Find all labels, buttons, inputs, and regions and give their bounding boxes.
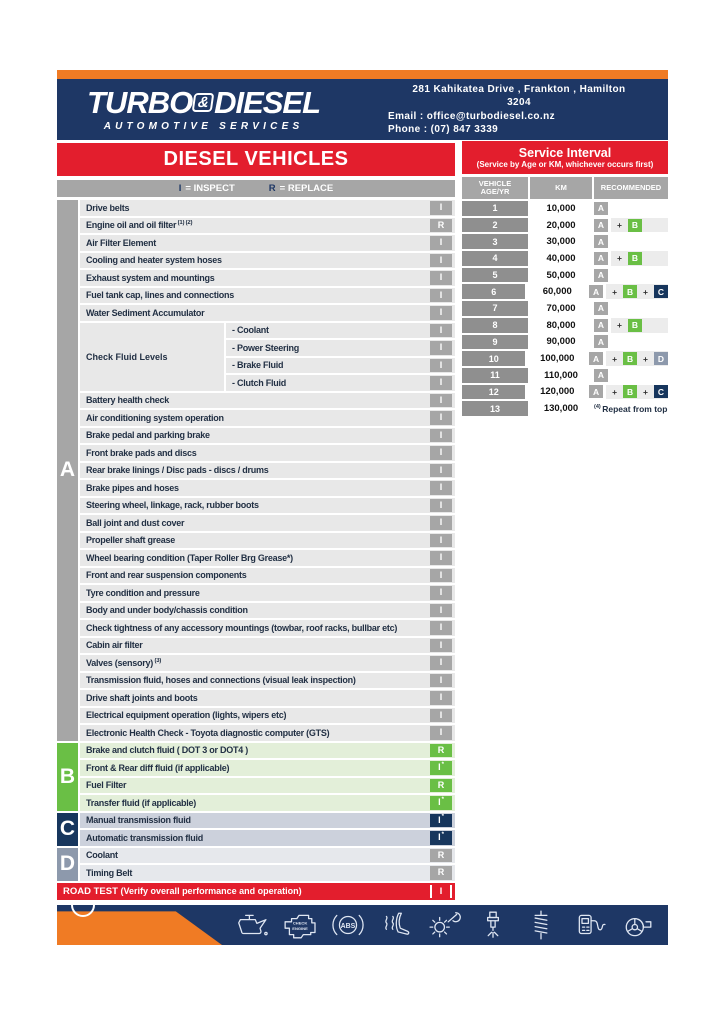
inspect-replace-badge: I [430,691,452,705]
road-test-subtitle: (Verify overall performance and operation) [120,885,302,896]
checklist-row [80,848,455,864]
service-interval-column-headers [462,177,668,199]
row-label: Engine oil and oil filter $^{(1) (2)}$ [86,220,193,231]
row-label: Front & Rear diff fluid (if applicable) [86,762,230,773]
service-a-badge: A [594,235,608,248]
checklist-row [80,480,455,496]
road-test-title: ROAD TEST [63,885,118,897]
footer-icons [229,905,660,945]
row-label: Wheel bearing condition (Taper Roller Brg Grease*) [86,552,293,563]
row-label: - Power Steering [232,342,300,353]
inspect-replace-badge: R [430,219,452,233]
service-c-badge: C [654,385,668,398]
service-a-badge: A [594,335,608,348]
row-label: Ball joint and dust cover [86,517,185,528]
inspect-replace-badge: I [430,516,452,530]
legend-item [269,183,333,194]
row-label: Drive shaft joints and boots [86,692,198,703]
interval-row [462,385,668,400]
inspect-replace-badge: I [430,271,452,285]
plus-sign: + [612,386,618,397]
row-label: Check tightness of any accessory mountings (towbar, roof racks, bullbar etc) [86,622,398,633]
interval-row [462,335,668,350]
recommended-strip [606,351,668,366]
section-marker-a: A [57,200,78,741]
service-interval-panel [462,141,668,418]
contact-phone: Phone : (07) 847 3339 [388,123,499,135]
recommended-cell [594,368,668,383]
interval-row [462,218,668,233]
checklist-row [80,393,455,409]
service-d-badge: D [654,352,668,365]
inspect-replace-badge: R [430,744,452,758]
plus-sign: + [643,286,648,297]
inspect-replace-badge: I [430,306,452,320]
inspect-replace-badge: I [430,726,452,740]
abs-icon [326,908,370,942]
column-header-km: KM [530,177,592,199]
interval-row [462,368,668,383]
inspect-replace-badge: I [430,376,452,390]
row-label: Brake and clutch fluid ( DOT 3 or DOT4 ) [86,745,249,756]
interval-row [462,234,668,249]
inspect-replace-badge: I [430,674,452,688]
inspect-replace-badge: I [430,254,452,268]
inspect-replace-badge: I [430,639,452,653]
check-engine-icon [277,908,321,942]
legend-symbol: R [268,183,276,194]
checklist-row [80,288,455,304]
vehicle-age-cell: 12 [462,385,525,400]
checklist-row [80,550,455,566]
inspect-replace-badge: I [430,394,452,408]
checklist-table [57,200,455,883]
km-cell: 70,000 [530,301,592,316]
logo-subtitle: AUTOMOTIVE SERVICES [103,121,304,132]
row-label: Timing Belt [86,867,133,878]
recommended-cell [594,218,668,233]
row-label: Tyre condition and pressure [86,587,200,598]
inspect-replace-badge: I [430,411,452,425]
checklist-row [80,498,455,514]
row-label: Brake pipes and hoses [86,482,179,493]
checklist-row [80,620,455,636]
heated-seat-icon [374,908,418,942]
checklist-row [80,218,455,234]
inspect-replace-badge: I [430,621,452,635]
inspect-replace-badge: I * [430,761,452,775]
checklist-row [226,375,455,391]
interval-row [462,401,668,416]
legend-item [179,183,235,194]
inspect-replace-badge: R [430,866,452,880]
gear-wrench-icon [423,908,467,942]
svg-text:CHECK: CHECK [293,920,308,926]
vehicle-age-cell: 4 [462,251,528,266]
logo-ampersand-badge: & [192,93,215,112]
row-label: Fuel Filter [86,780,127,791]
km-cell: 30,000 [530,234,592,249]
service-a-badge: A [594,202,608,215]
vehicle-age-cell: 3 [462,234,528,249]
logo-part1: TURBO [87,85,193,120]
recommended-cell [589,385,668,400]
company-logo [87,87,320,132]
vehicle-age-cell: 10 [462,351,525,366]
inspect-replace-badge: I [430,429,452,443]
inspect-replace-badge: I [430,499,452,513]
plus-sign: + [617,220,622,231]
checklist-row [80,445,455,461]
row-label: Coolant [86,850,118,861]
recommended-strip [606,284,668,299]
service-a-badge: A [594,302,608,315]
vehicle-age-cell: 8 [462,318,528,333]
recommended-strip [611,318,668,333]
page-title: DIESEL VEHICLES [57,143,455,176]
km-cell: 100,000 [527,351,587,366]
checklist-row [80,813,455,829]
legend-meaning: = INSPECT [185,183,235,194]
plus-sign: + [612,353,618,364]
section-marker-d: D [57,848,78,881]
road-test-row [57,883,455,901]
checklist-row [80,305,455,321]
recommended-strip [606,385,668,400]
legend-bar [57,180,455,197]
interval-row [462,318,668,333]
address-line2: 3204 [507,97,531,109]
service-interval-subtitle: (Service by Age or KM, whichever occurs first) [476,160,654,170]
service-b-badge: B [623,285,637,298]
section-marker-column [57,200,78,883]
checklist-panel [57,143,455,900]
recommended-cell [594,335,668,350]
interval-row [462,284,668,299]
logo-title [87,87,320,118]
inspect-replace-badge: I [430,586,452,600]
service-b-badge: B [628,319,642,332]
service-interval-header [462,141,668,174]
service-a-badge: A [589,385,603,398]
column-header-vehicle-age: VEHICLE AGE/YR [462,177,528,199]
vehicle-age-cell: 13 [462,401,528,416]
inspect-replace-badge: R [430,849,452,863]
km-cell: 110,000 [530,368,592,383]
checklist-row [80,743,455,759]
service-a-badge: A [589,285,603,298]
road-test-badge: I [430,885,452,899]
km-cell: 60,000 [527,284,587,299]
checklist-row [80,585,455,601]
contact-email: Email : office@turbodiesel.co.nz [388,110,556,122]
service-a-badge: A [594,219,608,232]
inspect-replace-badge: I * [430,814,452,828]
row-label: Exhaust system and mountings [86,272,215,283]
checklist-row [80,778,455,794]
recommended-cell [594,234,668,249]
legend-meaning: = REPLACE [279,183,334,194]
vehicle-age-cell: 11 [462,368,528,383]
row-label: Electronic Health Check - Toyota diagnostic computer (GTS) [86,727,330,738]
row-label: Battery health check [86,395,170,406]
plus-sign: + [617,320,622,331]
checklist-row [80,235,455,251]
row-label: Water Sediment Accumulator [86,307,205,318]
inspect-replace-badge: I [430,534,452,548]
inspect-replace-badge: I [430,551,452,565]
service-a-badge: A [594,369,608,382]
recommended-cell [589,284,668,299]
row-label: - Coolant [232,325,269,336]
row-label: Fuel tank cap, lines and connections [86,290,235,301]
inspect-replace-badge: I [430,656,452,670]
checklist-row [80,200,455,216]
masthead [57,79,668,140]
checklist-row [80,515,455,531]
recommended-cell [594,301,668,316]
address-line1: 281 Kahikatea Drive , Frankton , Hamilton [412,84,626,96]
recommended-cell [594,268,668,283]
km-cell: 10,000 [530,201,592,216]
service-b-badge: B [623,385,637,398]
inspect-replace-badge: I [430,481,452,495]
vehicle-age-cell: 2 [462,218,528,233]
inspect-replace-badge: I [430,604,452,618]
road-test-label [57,886,427,897]
recommended-cell [594,401,668,416]
service-b-badge: B [623,352,637,365]
checklist-row [226,323,455,339]
inspect-replace-badge: I [430,341,452,355]
fuel-injector-icon [471,908,515,942]
recommended-cell [589,351,668,366]
column-header-recommended: RECOMMENDED [594,177,668,199]
row-label: Transmission fluid, hoses and connections (visual leak inspection) [86,675,356,686]
km-cell: 20,000 [530,218,592,233]
group-sub-rows [226,323,455,393]
turbocharger-icon [616,908,660,942]
section-marker-c: C [57,813,78,846]
vehicle-age-cell: 6 [462,284,525,299]
vehicle-age-cell: 5 [462,268,528,283]
row-label: Body and under body/chassis condition [86,605,248,616]
checklist-row [226,358,455,374]
row-label: Rear brake linings / Disc pads - discs / drums [86,465,269,476]
inspect-replace-badge: I [430,289,452,303]
checklist-row [80,830,455,846]
row-label: Cabin air filter [86,640,143,651]
row-label: Propeller shaft grease [86,535,176,546]
plus-sign: + [643,386,648,397]
checklist-row [226,340,455,356]
row-label: Drive belts [86,202,130,213]
oil-can-icon [229,908,273,942]
km-cell: 50,000 [530,268,592,283]
km-cell: 40,000 [530,251,592,266]
fluid-levels-group [80,323,455,393]
interval-row [462,351,668,366]
repeat-note: $^{(4)}$ Repeat from top [594,403,668,414]
row-label: Front brake pads and discs [86,447,197,458]
row-label: Manual transmission fluid [86,815,191,826]
checklist-row [80,865,455,881]
recommended-cell [594,201,668,216]
service-a-badge: A [594,269,608,282]
checklist-row [80,673,455,689]
vehicle-age-cell: 9 [462,335,528,350]
inspect-replace-badge: I [430,709,452,723]
checklist-row [80,655,455,671]
checklist-row [80,760,455,776]
row-label: Brake pedal and parking brake [86,430,210,441]
row-label: Automatic transmission fluid [86,832,204,843]
plus-sign: + [643,353,648,364]
checklist-row [80,270,455,286]
inspect-replace-badge: I [430,359,452,373]
inspect-replace-badge: I [430,446,452,460]
checklist-row [80,410,455,426]
service-a-badge: A [594,319,608,332]
row-label: - Clutch Fluid [232,377,286,388]
km-cell: 120,000 [527,385,587,400]
row-label: Cooling and heater system hoses [86,255,222,266]
vehicle-age-cell: 7 [462,301,528,316]
checklist-row [80,638,455,654]
km-cell: 90,000 [530,335,592,350]
service-b-badge: B [628,219,642,232]
interval-row [462,268,668,283]
checklist-row [80,533,455,549]
inspect-replace-badge: I [430,569,452,583]
checklist-row [80,603,455,619]
service-a-badge: A [589,352,603,365]
checklist-row [80,428,455,444]
checklist-row [80,463,455,479]
checklist-row [80,568,455,584]
row-label: Air conditioning system operation [86,412,224,423]
service-a-badge: A [594,252,608,265]
row-label: Electrical equipment operation (lights, wipers etc) [86,710,287,721]
recommended-cell [594,251,668,266]
plus-sign: + [617,253,622,264]
inspect-replace-badge: I [430,464,452,478]
service-b-badge: B [628,252,642,265]
diagnostic-scanner-icon [568,908,612,942]
plus-sign: + [612,286,618,297]
service-c-badge: C [654,285,668,298]
checklist-row [80,708,455,724]
inspect-replace-badge: I [430,201,452,215]
inspect-replace-badge: I * [430,831,452,845]
top-orange-stripe [57,70,668,79]
inspect-replace-badge: I * [430,796,452,810]
interval-row [462,301,668,316]
inspect-replace-badge: R [430,779,452,793]
row-label: - Brake Fluid [232,360,284,371]
row-label: Air Filter Element [86,237,157,248]
legend-symbol: I [178,183,182,194]
interval-row [462,251,668,266]
section-marker-b: B [57,743,78,811]
checklist-row [80,795,455,811]
contact-block [388,83,650,136]
row-label: Front and rear suspension components [86,570,247,581]
logo-part2: DIESEL [214,85,321,120]
row-label: Transfer fluid (if applicable) [86,797,197,808]
shock-absorber-icon [519,908,563,942]
inspect-replace-badge: I [430,324,452,338]
footer-icon-bar [57,905,668,945]
checklist-row [80,725,455,741]
checklist-row [80,690,455,706]
interval-row [462,201,668,216]
svg-text:ENGINE: ENGINE [292,925,309,931]
row-label: Steering wheel, linkage, rack, rubber boots [86,500,259,511]
group-label: Check Fluid Levels [80,323,224,391]
recommended-strip [611,218,668,233]
row-label: Valves (sensory) $^{(3)}$ [86,657,162,668]
km-cell: 80,000 [530,318,592,333]
checklist-row [80,253,455,269]
vehicle-age-cell: 1 [462,201,528,216]
recommended-strip [611,251,668,266]
checklist-body [80,200,455,883]
svg-text:ABS: ABS [340,922,356,930]
inspect-replace-badge: I [430,236,452,250]
recommended-cell [594,318,668,333]
service-interval-title: Service Interval [518,145,612,160]
service-interval-rows [462,201,668,416]
km-cell: 130,000 [530,401,592,416]
